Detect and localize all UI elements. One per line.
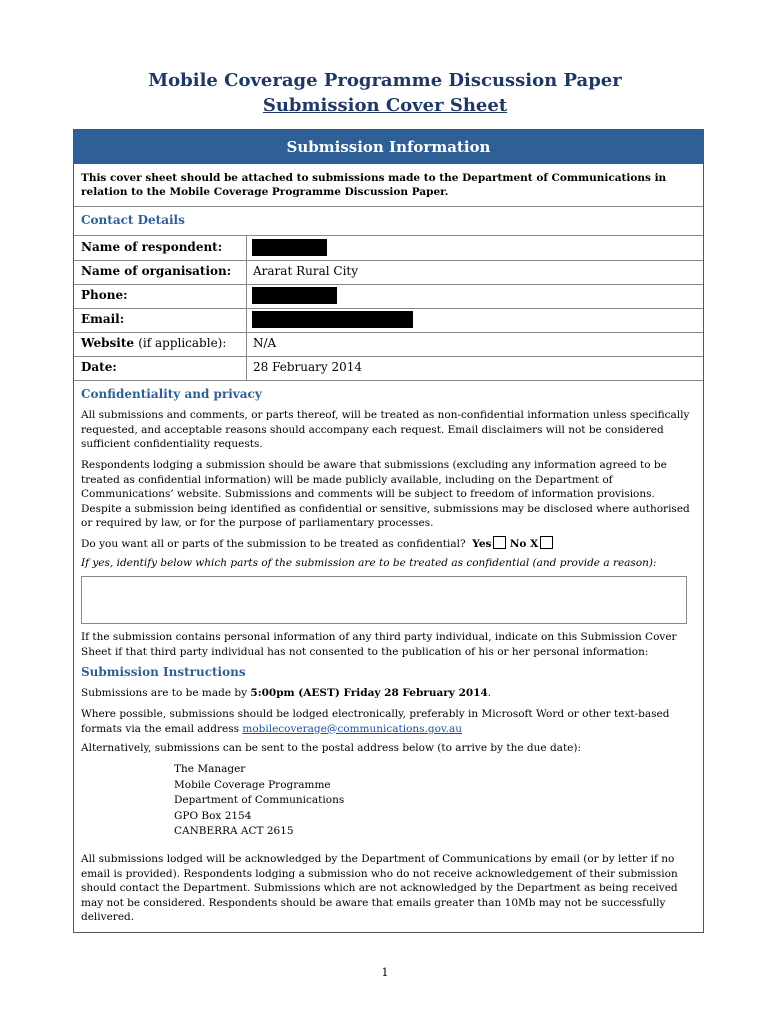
confidential-instruction: If yes, identify below which parts of the submission are to be treated as confidential (and provide a reason): — [81, 557, 657, 569]
website-value[interactable]: N/A — [253, 336, 277, 350]
organisation-label: Name of organisation: — [81, 264, 232, 278]
confidentiality-heading: Confidentiality and privacy — [81, 387, 262, 401]
respondent-label: Name of respondent: — [81, 240, 223, 254]
postal-address: The Manager Mobile Coverage Programme Department of Communications GPO Box 2154 CANBERRA ACT 2615 — [174, 763, 345, 837]
redacted-respondent — [252, 239, 327, 256]
date-value[interactable]: 28 February 2014 — [253, 360, 363, 374]
document-title: Mobile Coverage Programme Discussion Paper — [148, 70, 622, 91]
postal-text: Alternatively, submissions can be sent to the postal address below (to arrive by the due date): — [81, 742, 582, 754]
phone-label: Phone: — [81, 288, 128, 302]
yes-checkbox[interactable] — [493, 536, 506, 549]
intro-text: This cover sheet should be attached to submissions made to the Department of Communications in relation to the Mobile Coverage Programme Discussion Paper. — [81, 172, 667, 198]
divider — [74, 332, 703, 333]
acknowledgement-text: All submissions lodged will be acknowledged by the Department of Communications by email (or by letter if no email is provided). Respondents lodging a submission who do not receive acknowledgement of their submission should contact the Department. Submissions which are not acknowledged by the Department as being received may not be considered. Respondents should be aware that emails greater than 10Mb may not be successfully delivered. — [81, 853, 678, 923]
cover-sheet-form — [73, 129, 704, 933]
confidentiality-paragraph-2: Respondents lodging a submission should be aware that submissions (excluding any information agreed to be treated as confidential information) will be made publicly available, including on the Department of Communications’ website. Submissions and comments will be subject to freedom of information provisions. Despite a submission being identified as confidential or sensitive, submissions may be disclosed where authorised or required by law, or for the purpose of parliamentary processes. — [81, 459, 690, 529]
divider — [74, 260, 703, 261]
deadline-text: Submissions are to be made by 5:00pm (AEST) Friday 28 February 2014. — [81, 687, 492, 699]
divider — [74, 235, 703, 236]
contact-heading: Contact Details — [81, 213, 185, 227]
section-banner: Submission Information — [74, 130, 703, 164]
organisation-value[interactable]: Ararat Rural City — [253, 264, 359, 278]
divider — [74, 356, 703, 357]
redacted-email — [252, 311, 413, 328]
page-number: 1 — [381, 966, 389, 979]
column-divider — [246, 235, 247, 380]
divider — [74, 284, 703, 285]
divider — [74, 308, 703, 309]
confidential-parts-input[interactable] — [81, 576, 687, 624]
document-subtitle: Submission Cover Sheet — [262, 95, 508, 116]
electronic-lodgement-text: Where possible, submissions should be lodged electronically, preferably in Microsoft Word or other text-based formats via the email address mobilecoverage@communications.gov.au — [81, 708, 670, 735]
date-label: Date: — [81, 360, 117, 374]
divider — [74, 206, 703, 207]
website-label: Website (if applicable): — [81, 336, 227, 350]
third-party-note: If the submission contains personal information of any third party individual, indicate on this Submission Cover Sheet if that third party individual has not consented to the publication of his or her personal information: — [81, 631, 677, 658]
instructions-heading: Submission Instructions — [81, 665, 246, 679]
divider — [74, 380, 703, 381]
no-checkbox[interactable] — [540, 536, 553, 549]
confidentiality-paragraph-1: All submissions and comments, or parts thereof, will be treated as non-confidential information unless specifically requested, and acceptable reasons should accompany each request. Email disclaimers will not be considered sufficient confidentiality requests. — [81, 409, 690, 450]
email-link[interactable]: mobilecoverage@communications.gov.au — [242, 722, 462, 735]
email-label: Email: — [81, 312, 125, 326]
redacted-phone — [252, 287, 337, 304]
confidential-question: Do you want all or parts of the submission to be treated as confidential? Yes No X — [81, 536, 696, 552]
